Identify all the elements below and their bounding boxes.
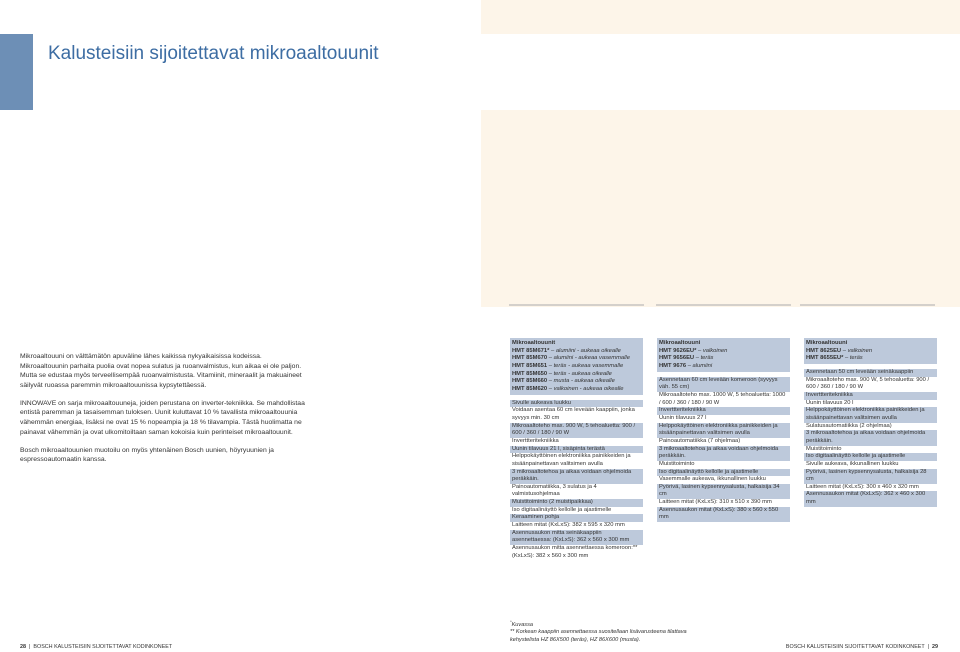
model-description: – teräs - aukeaa oikealle [547, 370, 612, 377]
footer-text: BOSCH KALUSTEISIIN SIJOITETTAVAT KODINKONEET [785, 644, 925, 650]
model-line [659, 355, 788, 363]
spec-row: Uunin tilavuus 21 l, sisäpinta terästä [510, 446, 643, 454]
model-description: – alumiini - aukeaa oikealle [549, 347, 621, 354]
product-column-3 [804, 338, 937, 507]
model-line [806, 348, 935, 356]
model-code: HMT 85M651 [512, 362, 548, 369]
model-code: HMT 85M650 [512, 370, 548, 377]
model-description: – alumiini - aukeaa vasemmalle [547, 355, 630, 362]
footer-text: BOSCH KALUSTEISIIN SIJOITETTAVAT KODINKONEET [33, 644, 173, 650]
column-header [657, 338, 790, 372]
spec-row: Uunin tilavuus 27 l [659, 414, 707, 421]
spec-row: Asennetaan 50 cm leveään seinäkaappiin [804, 369, 937, 377]
model-code: HMT 8625EU [806, 347, 842, 354]
column-header [510, 338, 643, 395]
model-description: – teräs [694, 355, 714, 362]
spec-row: Muistitoiminto (2 muistipaikkaa) [510, 499, 643, 507]
spec-row: Inverttteritekniikka [512, 437, 559, 444]
model-description: – valkoinen [696, 347, 728, 354]
panel-divider [800, 304, 935, 306]
spec-row: Sulatusautomatiikka (2 ohjelmaa) [806, 422, 892, 429]
column-header [804, 338, 937, 364]
footnotes [510, 618, 710, 644]
model-description: – valkoinen [841, 347, 873, 354]
spec-row: Laitteen mitat (KxLxS): 300 x 460 x 320 mm [806, 483, 919, 490]
model-line [512, 363, 641, 371]
model-code: HMT 85M620 [512, 385, 548, 392]
column-heading: Mikroaaltouunit [512, 340, 556, 346]
spec-row: Sivulle aukeava, ikkunallinen luukku [806, 460, 899, 467]
spec-row: Helppokäyttöinen elektroniikka painikkeiden ja sisäänpainettavan valitsimen avulla [512, 453, 631, 467]
column-heading: Mikroaaltouuni [659, 340, 701, 346]
spec-row: Muistitoiminto [806, 445, 842, 452]
spec-row: Inverttteritekniikka [804, 392, 937, 400]
spec-row: Mikroaaltoteho max. 900 W, 5 tehoaluetta: 900 / 600 / 360 / 180 / 90 W [510, 423, 643, 438]
beige-image-panel [481, 110, 960, 307]
spec-row: Mikroaaltoteho max. 1000 W, 5 tehoaluetta: 1000 / 600 / 360 / 180 / 90 W [659, 391, 786, 406]
model-line [806, 355, 935, 363]
spec-row: Helppokäyttöinen elektroniikka painikkeiden ja sisäänpainettavan valitsimen avulla [657, 423, 790, 438]
spec-row: Laitteen mitat (KxLxS): 310 x 510 x 390 mm [659, 499, 772, 506]
product-column-2 [657, 338, 790, 522]
page-number: 28 [20, 644, 26, 650]
model-description: – teräs - aukeaa vasemmalle [547, 362, 624, 369]
spec-row: Painoautomatiikka, 3 sulatus ja 4 valmistusohjelmaa [512, 483, 597, 498]
intro-paragraph: Mikroaaltouuni on välttämätön apuväline lähes kaikissa nykyaikaisissa kodeissa. Mikroaaltouunin parhaita puolia ovat nopea sulatus ja ruoanvalmistus, kun aikaa ei ole paljon. Mutta se edustaa myös terveellisempää ruoanvalmistusta. Vitamiinit, mineraalit ja makuaineet säilyvät ruoassa paremmin mikroaaltouunissa kypsytettäessä. [20, 353, 302, 389]
spec-row: Inverttteritekniikka [657, 407, 790, 415]
model-code: HMT 85M670 [512, 355, 548, 362]
footer-left: 28 | BOSCH KALUSTEISIIN SIJOITETTAVAT KODINKONEET [20, 644, 173, 650]
spec-row: Laitteen mitat (KxLxS): 382 x 595 x 320 mm [512, 522, 625, 529]
model-line [659, 348, 788, 356]
spec-row: Mikroaaltoteho max. 900 W, 5 tehoaluetta: 900 / 600 / 360 / 180 / 90 W [806, 376, 930, 391]
footnote: ** Korkean kaappiin asennettaessa suositellaan lisävarusteena tilattava kehystelista HZ 86X500 (teräs), HZ 86X600 (musta). [510, 629, 687, 643]
spec-row: Asennusaukon mitat (KxLxS): 362 x 460 x 300 mm [804, 491, 937, 506]
spec-row: 3 mikroaaltotehoa ja aikaa voidaan ohjelmoida peräkkäin. [804, 430, 937, 445]
model-code: HMT 85M660 [512, 378, 548, 385]
column-heading: Mikroaaltouuni [806, 340, 848, 346]
model-code: HMT 85M671* [512, 347, 550, 354]
model-code: HMT 9626EU* [659, 347, 697, 354]
model-code: HMT 9676 [659, 362, 687, 369]
model-line [512, 371, 641, 379]
spec-row: Iso digitaalinäyttö kellolle ja ajastimelle [804, 453, 937, 461]
spec-row: Keraaminen pohja [510, 514, 643, 522]
spec-row: 3 mikroaaltotehoa ja aikaa voidaan ohjelmoida peräkkäin. [510, 469, 643, 484]
spec-row: Asennusaukon mitta seinäkaappiin asennettaessa: (KxLxS): 362 x 560 x 300 mm [510, 530, 643, 545]
spec-row: Pyörivä, lasinen kypsennysalusta, halkaisija 34 cm [657, 484, 790, 499]
spec-row: Voidaan asentaa 60 cm leveään kaappiin, jonka syvyys min. 30 cm [512, 407, 635, 421]
spec-row: 3 mikroaaltotehoa ja aikaa voidaan ohjelmoida peräkkäin. [657, 446, 790, 461]
spec-row: Uunin tilavuus 20 l [806, 399, 854, 406]
spec-row: Iso digitaalinäyttö kellolle ja ajastimelle [657, 469, 790, 477]
model-code: HMT 8655EU* [806, 355, 844, 362]
page-title: Kalusteisiin sijoitettavat mikroaaltouunit [48, 43, 379, 64]
model-code: HMT 9656EU [659, 355, 695, 362]
footnote: *Kuvassa [510, 619, 534, 628]
model-line [512, 348, 641, 356]
model-description: – teräs [843, 355, 863, 362]
product-column-1 [510, 338, 643, 560]
spec-row: Asennetaan 60 cm leveään komeroon (syvyys väh. 55 cm) [657, 377, 790, 392]
model-line [512, 378, 641, 386]
model-line [659, 363, 788, 371]
spec-row: Iso digitaalinäyttö kellolle ja ajastimelle [512, 506, 612, 513]
beige-panel-top [481, 0, 960, 34]
page-number: 29 [932, 644, 938, 650]
spec-row: Painoautomatiikka (7 ohjelmaa) [659, 437, 741, 444]
spec-row: Helppokäyttöinen elektroniikka painikkeiden ja sisäänpainettavan valitsimen avulla [804, 407, 937, 422]
model-description: – valkoinen - aukeaa oikealle [547, 385, 624, 392]
spec-row: Vasemmalle aukeava, ikkunallinen luukku [659, 476, 766, 483]
intro-paragraph: Bosch mikroaaltouunien muotoilu on myös yhtenäinen Bosch uunien, höyryuunien ja espressoautomaatin kanssa. [20, 446, 274, 464]
model-description: – musta - aukeaa oikealle [547, 378, 615, 385]
model-line [512, 386, 641, 394]
spec-row: Asennusaukon mitta asennettaessa komeroon:**(KxLxS): 382 x 560 x 300 mm [512, 545, 638, 559]
spec-row: Pyörivä, lasinen kypsennysalusta, halkaisija 28 cm [804, 469, 937, 484]
footer-right: BOSCH KALUSTEISIIN SIJOITETTAVAT KODINKONEET | 29 [785, 644, 938, 650]
model-line [512, 355, 641, 363]
spec-row: Muistitoiminto [659, 460, 695, 467]
model-description: – alumiini [686, 362, 713, 369]
spec-row: Sivulle aukeava luukku [510, 400, 643, 408]
intro-text [20, 352, 310, 473]
blue-accent-tab [0, 34, 33, 110]
spec-row: Asennusaukon mitat (KxLxS): 380 x 560 x 550 mm [657, 507, 790, 522]
intro-paragraph: INNOWAVE on sarja mikroaaltouuneja, joiden perustana on inverter-tekniikka. Se mahdollistaa entistä paremman ja tasaisemman tuloksen. Uunit kuluttavat 10 % tavallista mikroaaltouunia vähemmän energiaa, lisäksi ne ovat 15 % nopeampia ja 18 % tilavampia. Tästä huolimatta ne painavat vähemmän ja ovat ulkomitoiltaan saman kokoisia kuin perinteiset mikroaaltouunit. [20, 399, 305, 436]
panel-divider [509, 304, 644, 306]
panel-divider [656, 304, 791, 306]
